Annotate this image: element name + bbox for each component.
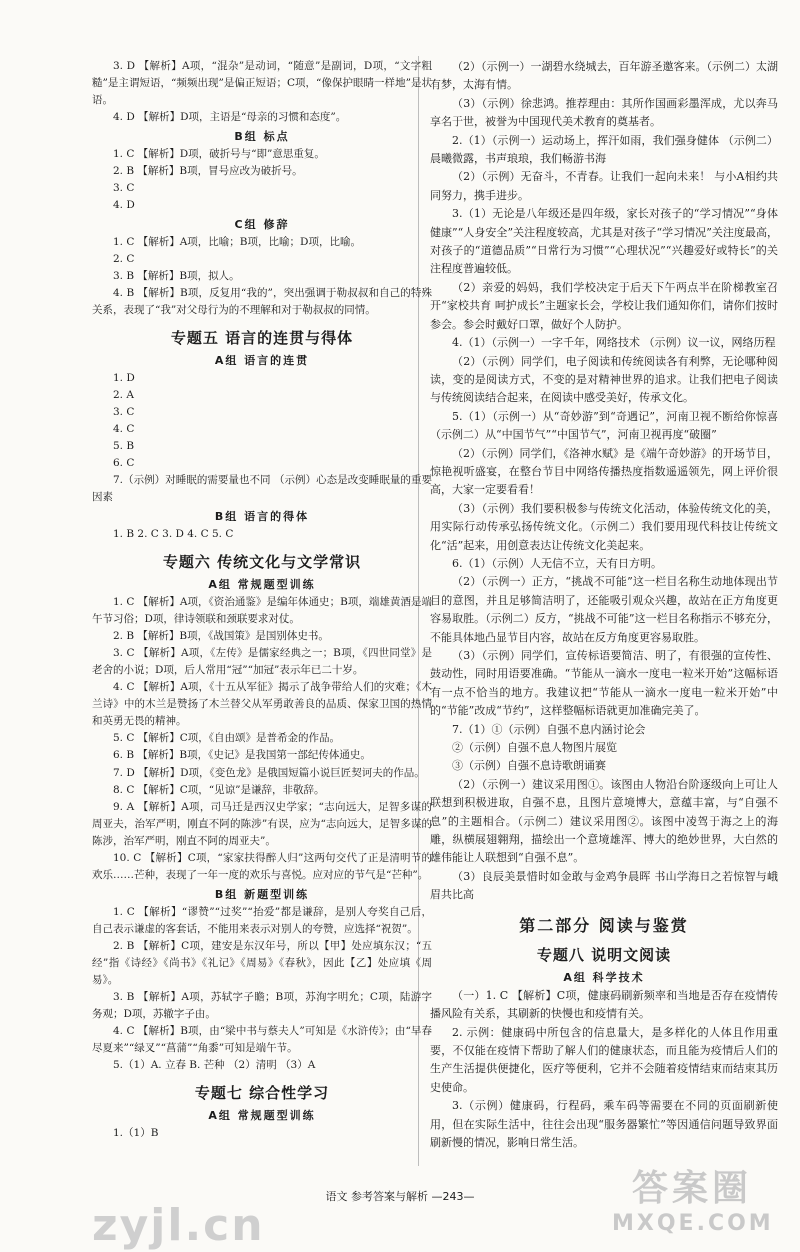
answer-paragraph: 7. D 【解析】D项，《变色龙》是俄国短篇小说巨匠契诃夫的作品。: [113, 766, 425, 779]
right-column: [430, 58, 778, 1152]
answer-paragraph: （一）1. C 【解析】C项，健康码刷新频率和当地是否存在疫情传播风险有关系，其刷新的快慢也和疫情有关。: [430, 988, 778, 1021]
answer-paragraph: （3）（示例）同学们，宣传标语要简洁、明了，有很强的宣传性、鼓动性，同时用语要准确。“节能从一滴水一度电一粒米开始”这幅标语有一点不恰当的地方。我建议把“节能从一滴水一度电一粒米开始”中的“节能”改成“节约”，这样整幅标语就更加准确完美了。: [430, 649, 778, 718]
answer-paragraph: （2）（示例）同学们，电子阅读和传统阅读各有利弊，无论哪种阅读，变的是阅读方式，不变的是对精神世界的追求。让我们把电子阅读与传统阅读结合起来，在阅读中感受美好，传承文化。: [430, 354, 778, 405]
answer-paragraph: 9. A 【解析】A项，司马迁是西汉史学家；“志向远大，足智多谋的周亚夫，治军严明，刚直不阿的陈涉”有误，应为“志向远大，足智多谋的陈涉，治军严明，刚直不阿的周亚夫”。: [92, 800, 432, 847]
group-heading: B组 新题型训练: [214, 887, 310, 901]
answer-paragraph: 2.（1）（示例一）运动场上，挥汗如雨，我们强身健体 （示例二）晨曦微露，书声琅琅，我们畅游书海: [430, 133, 778, 166]
answer-paragraph: 1. C 【解析】A项，比喻；B项，比喻；D项，比喻。: [113, 236, 361, 249]
answer-paragraph: 3. C: [113, 406, 135, 419]
answer-paragraph: （2）亲爱的妈妈，我们学校决定于后天下午两点半在阶梯教室召开“家校共育 呵护成长”主题家长会，学校让我们通知你们，请你们按时参会。参会时戴好口罩，做好个人防护。: [430, 280, 778, 331]
answer-paragraph: 4. C: [113, 423, 135, 436]
answer-paragraph: 4.（1）（示例一）一字千年，网络技术 （示例）议一议，网络历程: [452, 336, 776, 350]
group-heading: A组 语言的连贯: [214, 354, 310, 368]
watermark-logo-right-url: MXQE.COM: [612, 1211, 774, 1236]
page-footer: 语文 参考答案与解析 —243—: [325, 1190, 475, 1203]
answer-paragraph: 6. C: [113, 457, 135, 470]
answer-paragraph: （2）（示例）无奋斗，不青春。让我们一起向未来！ 与小A相约共同努力，携手进步。: [430, 170, 778, 202]
answer-paragraph: 3.（1）无论是八年级还是四年级，家长对孩子的“学习情况”“身体健康”“人身安全”关注程度较高，尤其是对孩子“学习情况”关注度最高，对孩子的“道德品质”“日常行为习惯”“心理状况”“兴趣爱好或特长”的关注程度普遍较低。: [430, 207, 778, 276]
answer-paragraph: 4. B 【解析】B项，反复用“我的”，突出强调于勒叔叔和自己的特殊关系，表现了“我”对父母行为的不理解和对于勒叔叔的同情。: [92, 287, 432, 317]
answer-paragraph: 3.（示例）健康码，行程码，乘车码等需要在不同的页面刷新使用，但在实际生活中，往往会出现“服务器繁忙”等因通信问题导致界面刷新慢的情况，影响日常生活。: [430, 1099, 778, 1149]
watermark-logo-right-title: 答案圈: [631, 1168, 752, 1209]
answer-paragraph: 3. B 【解析】B项，拟人。: [113, 270, 240, 283]
answer-paragraph: 4. C 【解析】B项，由“梁中书与蔡夫人”可知是《水浒传》；由“早春尽夏来”“绿叉”“菖蒲”“角黍”可知是端午节。: [92, 1024, 432, 1054]
answer-paragraph: 7.（示例）对睡眠的需要量也不同 （示例）心态是改变睡眠量的重要因素: [92, 474, 432, 504]
answer-paragraph: 6. B 【解析】B项，《史记》是我国第一部纪传体通史。: [113, 749, 371, 762]
answer-paragraph: ②（示例）自强不息人物图片展览: [452, 741, 617, 755]
answer-paragraph: （2）（示例）同学们，《洛神水赋》是《端午奇妙游》的开场节目，惊艳视听盛宴，在整台节目中网络传播热度指数遥遥领先，网上评价很高，大家一定要看看！: [430, 446, 778, 497]
answer-paragraph: 1. C 【解析】A项，《资治通鉴》是编年体通史；B项，端雄黄酒是端午节习俗；D项，律诗领联和颈联要求对仗。: [92, 596, 432, 626]
answer-paragraph: 2. B 【解析】C项，建安是东汉年号，所以【甲】处应填东汉；“五经”指《诗经》《尚书》《礼记》《周易》《春秋》，因此【乙】处应填《周易》。: [92, 939, 432, 986]
group-heading: C组 修辞: [234, 218, 290, 232]
section-heading: 专题七 综合性学习: [194, 1083, 330, 1102]
answer-paragraph: 3. D 【解析】A项，“混杂”是动词，“随意”是副词，D项，“文字粗糙”是主谓短语，“频频出现”是偏正短语；C项，“像保护眼睛一样地”是状语。: [92, 60, 432, 107]
group-heading: A组 科学技术: [563, 970, 645, 984]
answer-paragraph: （3）（示例）我们要积极参与传统文化活动，体验传统文化的美，用实际行动传承弘扬传统文化。（示例二）我们要用现代科技让传统文化“活”起来，用创意表达让传统文化美起来。: [430, 501, 778, 552]
answer-paragraph: 1. C 【解析】D项，破折号与“即”意思重复。: [113, 148, 325, 161]
answer-paragraph: （2）（示例一）一湖碧水绕城去，百年游圣邀客来。（示例二）太湖有梦，太海有情。: [430, 60, 778, 92]
watermark-logo-right: [612, 1160, 772, 1236]
answer-paragraph: （3）良辰美景惜时如金敢与金鸡争晨晖 书山学海日之若惊智与峨眉共比高: [430, 869, 778, 902]
answer-paragraph: 4. D: [113, 199, 135, 212]
answer-paragraph: 5. C 【解析】C项，《自由颂》是普希金的作品。: [113, 732, 341, 745]
answer-paragraph: 6.（1）（示例）人无信不立，天有日方明。: [452, 556, 662, 570]
answer-paragraph: 2. C: [113, 253, 135, 266]
answer-paragraph: 5.（1）A. 立春 B. 芒种 （2）清明 （3）A: [113, 1058, 316, 1071]
group-heading: A组 常规题型训练: [208, 578, 316, 592]
answer-paragraph: 1. C 【解析】“谬赞”“过奖”“抬爱”都是谦辞，是别人夸奖自己后，自己表示谦虚的客套话，不能用来表示对别人的夸赞，应选择“祝贺”。: [92, 905, 432, 935]
answer-paragraph: 1. D: [113, 372, 135, 385]
answer-paragraph: （2）（示例一）建议采用图①。该图由人物沿台阶逐级向上可让人联想到积极进取，自强不息，且图片意境博大，意蕴丰富，与“自强不息”的主题相合。（示例二）建议采用图②。该图中凌驾于海之上的海雕，纵横展翅翱翔，描绘出一个意境雄浑、博大的绝妙世界，大白然的雄伟能让人联想到“自强不息”。: [430, 777, 778, 865]
answer-paragraph: （3）（示例）徐悲鸿。推荐理由：其所作国画彩墨浑成，尤以奔马享名于世，被誉为中国现代美术教育的奠基者。: [430, 96, 778, 129]
answer-paragraph: 8. C 【解析】C项，“见谅”是谦辞，非敬辞。: [113, 783, 325, 796]
section-heading: 专题五 语言的连贯与得体: [170, 329, 354, 348]
answer-paragraph: 5.（1）（示例一）从“奇妙游”到“奇遇记”，河南卫视不断给你惊喜 （示例二）从“中国节气”“中国节气”，河南卫视再度“破圈”: [430, 409, 778, 442]
answer-paragraph: 3. B 【解析】A项，苏轼字子瞻；B项，苏洵字明允；C项，陆游字务观；D项，苏辙字子由。: [92, 990, 432, 1020]
group-heading: A组 常规题型训练: [208, 1108, 316, 1122]
answer-paragraph: 7.（1）①（示例）自强不息内涵讨论会: [452, 722, 646, 736]
answer-paragraph: 2. 示例：健康码中所包含的信息量大，是多样化的人体且作用重要，不仅能在疫情下帮助了解人们的健康状态，而且能为疫情后人们的生产生活提供便捷化，医疗等便利，它并不会随着疫情结束而结束其历史使命。: [430, 1025, 778, 1094]
section-heading: 专题六 传统文化与文学常识: [162, 553, 362, 572]
answer-paragraph: 3. C: [113, 182, 135, 195]
answer-paragraph: ③（示例）自强不息诗歌朗诵赛: [452, 759, 606, 773]
answer-paragraph: 4. D 【解析】D项，主语是“母亲的习惯和态度”。: [113, 111, 347, 124]
answer-paragraph: （2）（示例一）正方，“挑战不可能”这一栏目名称生动地体现出节目的意图，并且足够简洁明了，还能吸引观众兴趣，故站在正方角度更容易取胜。（示例二）反方，“挑战不可能”这一栏目名称指示不够充分，不能具体地凸显节目内容，故站在反方角度更容易取胜。: [430, 575, 778, 644]
answer-paragraph: 5. B: [113, 440, 135, 453]
answer-paragraph: 1.（1）B: [113, 1126, 159, 1139]
answer-paragraph: 4. C 【解析】A项，《十五从军征》揭示了战争带给人们的灾难；《木兰诗》中的木兰是赞扬了木兰替父从军勇敢善良的品质、保家卫国的热情和英勇无畏的精神。: [92, 681, 432, 728]
answer-paragraph: 2. A: [113, 389, 134, 402]
section-heading: 专题八 说明文阅读: [536, 945, 672, 964]
group-heading: B组 语言的得体: [214, 510, 310, 524]
watermark-logo-left: zyjl.cn: [92, 1200, 265, 1251]
answer-paragraph: 10. C 【解析】C项，“家家扶得醉人归”这两句交代了正是清明节的欢乐……芒种，表现了一年一度的欢乐与喜悦。应对应的节气是“芒种”。: [92, 851, 432, 881]
part-heading: 第二部分 阅读与鉴赏: [519, 915, 689, 935]
answer-paragraph: 2. B 【解析】B项，冒号应改为破折号。: [113, 165, 303, 178]
left-column: [92, 58, 432, 1142]
answer-paragraph: 2. B 【解析】B项，《战国策》是国别体史书。: [113, 630, 329, 643]
answer-paragraph: 1. B 2. C 3. D 4. C 5. C: [113, 528, 234, 541]
group-heading: B组 标点: [234, 130, 290, 144]
answer-paragraph: 3. C 【解析】A项，《左传》是儒家经典之一；B项，《四世同堂》是老舍的小说；D项，后人常用“冠”“加冠”表示年已二十岁。: [92, 647, 432, 677]
